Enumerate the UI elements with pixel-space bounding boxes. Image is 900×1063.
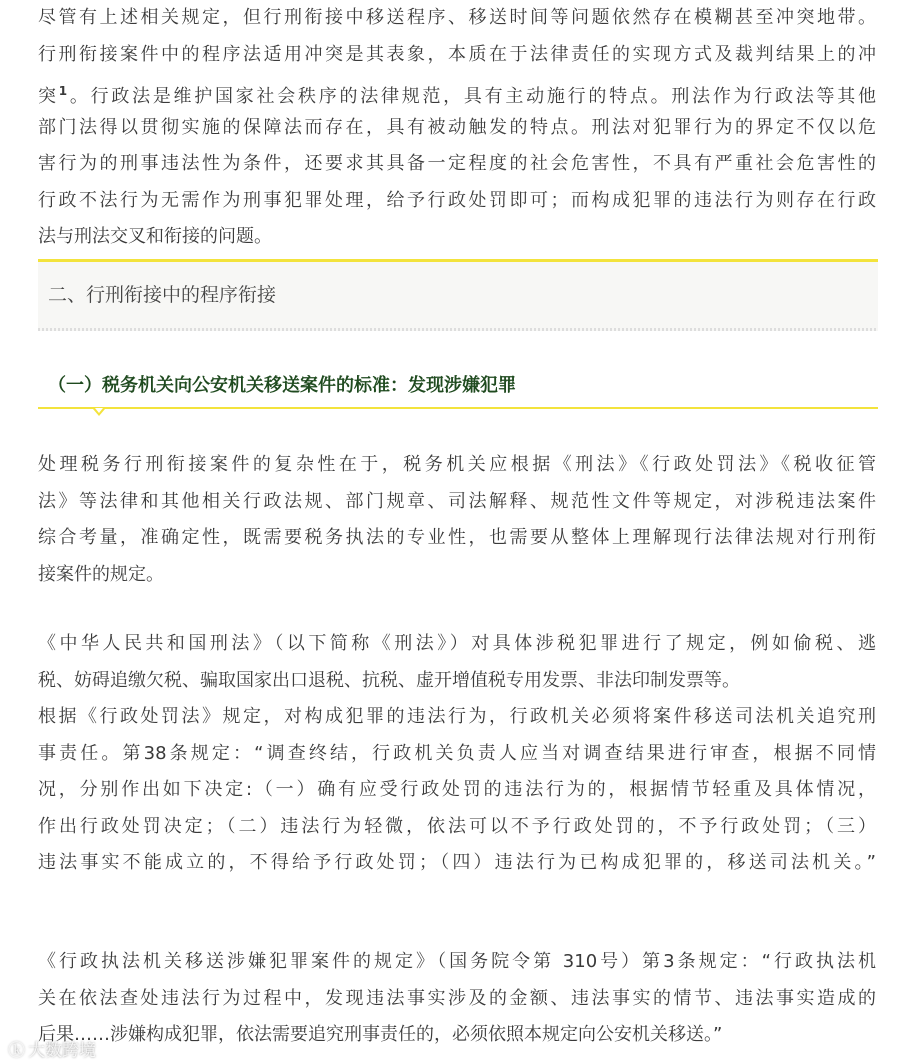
text-line: 行政不法行为无需作为刑事犯罪处理，给予行政处罚即可；而构成犯罪的违法行为则存在行政 xyxy=(38,189,876,211)
paragraph-1 xyxy=(38,0,876,256)
text-fragment: 突 xyxy=(38,86,59,107)
text-line: 况，分别作出如下决定:（一）确有应受行政处罚的违法行为的，根据情节轻重及具体情况， xyxy=(38,779,876,800)
text-line: 接案件的规定。 xyxy=(38,563,164,585)
sub-heading: （一）税务机关向公安机关移送案件的标准：发现涉嫌犯罪 xyxy=(48,375,516,396)
text-line: 违法事实不能成立的，不得给予行政处罚；（四）违法行为已构成犯罪的，移送司法机关。” xyxy=(38,852,876,873)
section-heading-box xyxy=(38,259,878,328)
text-line: 部门法得以贯彻实施的保障法而存在，具有被动触发的特点。刑法对犯罪行为的界定不仅以危 xyxy=(38,116,876,138)
text-line: 法》等法律和其他相关行政法规、部门规章、司法解释、规范性文件等规定，对涉税违法案件 xyxy=(38,490,876,512)
watermark-text: 大数跨境 xyxy=(28,1041,96,1061)
section-heading: 二、行刑衔接中的程序衔接 xyxy=(48,284,277,306)
watermark xyxy=(8,1036,96,1061)
text-line: 《中华人民共和国刑法》（以下简称《刑法》）对具体涉税犯罪进行了规定，例如偷税、逃 xyxy=(38,633,876,654)
text-line: 根据《行政处罚法》规定，对构成犯罪的违法行为，行政机关必须将案件移送司法机关追究刑 xyxy=(38,706,876,727)
text-line: 作出行政处罚决定；（二）违法行为轻微，依法可以不予行政处罚的，不予行政处罚；（三） xyxy=(38,815,876,837)
paragraph-3 xyxy=(38,626,876,699)
text-line: 法与刑法交叉和衔接的问题。 xyxy=(38,226,272,247)
paragraph-2 xyxy=(38,447,876,593)
text-line: 事责任。第38条规定：“调查终结，行政机关负责人应当对调查结果进行审查，根据不同情 xyxy=(38,742,876,764)
text-fragment: 。行政法是维护国家社会秩序的法律规范，具有主动施行的特点。刑法作为行政法等其他 xyxy=(67,86,877,107)
text-line: 后果……涉嫌构成犯罪，依法需要追究刑事责任的，必须依照本规定向公安机关移送。” xyxy=(38,1024,723,1045)
footnote-ref[interactable]: 1 xyxy=(58,84,68,98)
watermark-logo-icon: ⓚ xyxy=(8,1041,25,1061)
sub-heading-underline xyxy=(38,407,878,409)
paragraph-5 xyxy=(38,944,876,1054)
text-line: 处理税务行刑衔接案件的复杂性在于，税务机关应根据《刑法》《行政处罚法》《税收征管 xyxy=(38,454,876,475)
underline-notch-icon xyxy=(93,409,105,416)
text-line: 行刑衔接案件中的程序法适用冲突是其表象，本质在于法律责任的实现方式及裁判结果上的冲 xyxy=(38,43,876,65)
text-line: 综合考量，准确定性，既需要税务执法的专业性，也需要从整体上理解现行法律法规对行刑衔 xyxy=(38,527,876,548)
text-line xyxy=(38,73,876,110)
paragraph-4 xyxy=(38,699,876,882)
text-line: 《行政执法机关移送涉嫌犯罪案件的规定》（国务院令第 310号）第3条规定：“行政执法机 xyxy=(38,951,876,972)
text-line: 害行为的刑事违法性为条件，还要求其具备一定程度的社会危害性，不具有严重社会危害性的 xyxy=(38,153,876,174)
text-line: 税、妨碍追缴欠税、骗取国家出口退税、抗税、虚开增值税专用发票、非法印制发票等。 xyxy=(38,669,740,691)
text-line: 关在依法查处违法行为过程中，发现违法事实涉及的金额、违法事实的情节、违法事实造成的 xyxy=(38,987,876,1009)
text-line: 尽管有上述相关规定，但行刑衔接中移送程序、移送时间等问题依然存在模糊甚至冲突地带。 xyxy=(38,7,876,28)
